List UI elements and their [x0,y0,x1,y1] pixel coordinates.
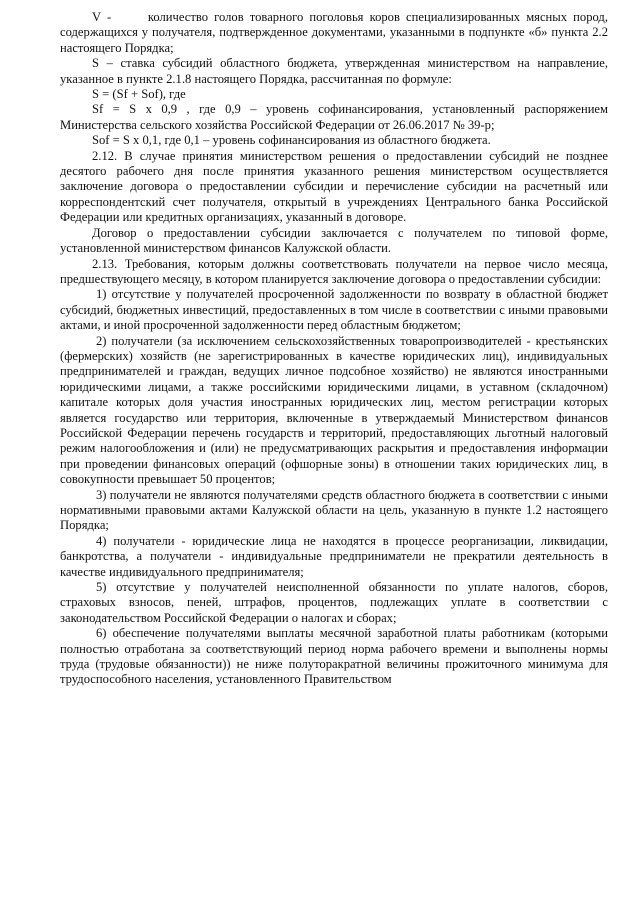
paragraph-v-definition: V - количество голов товарного поголовья коров специализированных мясных пород, содержащихся у получателя, подтвержденное документами, указанными в подпункте «б» пункта 2.2 настоящего Порядка; [60,10,608,55]
requirement-4: 4) получатели - юридические лица не находятся в процессе реорганизации, ликвидации, банкротства, а получатели - индивидуальные предприниматели не прекратили деятельность в качестве индивидуального предпринимателя; [60,533,608,579]
paragraph-contract: Договор о предоставлении субсидии заключается с получателем по типовой форме, установленной министерством финансов Калужской области. [60,225,608,256]
requirement-1: 1) отсутствие у получателей просроченной задолженности по возврату в областной бюджет субсидий, бюджетных инвестиций, предоставленных в том числе в соответствии с иными правовыми актами, и иной просроченной задолженности перед областным бюджетом; [60,287,608,333]
paragraph-2-12: 2.12. В случае принятия министерством решения о предоставлении субсидий не позднее десятого рабочего дня после принятия указанного решения министерством осуществляется заключение договора о предоставлении субсидии и перечисление субсидии на расчетный или корреспондентский счет получателя, открытый в учреждениях Центрального банка Российской Федерации или кредитных организациях, указанный в договоре. [60,148,608,225]
paragraph-s-definition: S – ставка субсидий областного бюджета, утвержденная министерством на направление, указанное в пункте 2.1.8 настоящего Порядка, рассчитанная по формуле: [60,56,608,86]
formula-sf: Sf = S x 0,9 , где 0,9 – уровень софинансирования, установленный распоряжением Министерства сельского хозяйства Российской Федерации от 26.06.2017 № 39-р; [60,102,608,132]
requirement-3: 3) получатели не являются получателями средств областного бюджета в соответствии с иными нормативными правовыми актами Калужской области на цель, указанную в пункте 1.2 настоящего Порядка; [60,487,608,533]
requirement-5: 5) отсутствие у получателей неисполненной обязанности по уплате налогов, сборов, страховых взносов, пеней, штрафов, процентов, подлежащих уплате в соответствии с законодательством Российской Федерации о налогах и сборах; [60,580,608,625]
formula-s: S = (Sf + Sof), где [92,87,186,102]
requirement-6: 6) обеспечение получателями выплаты месячной заработной платы работникам (которыми полностью отработана за соответствующий период норма рабочего времени и выполнены нормы труда (трудовые обязанности)) не ниже полуторакратной величины прожиточного минимума для трудоспособного населения, установленного Правительством [60,626,608,687]
paragraph-2-13: 2.13. Требования, которым должны соответствовать получатели на первое число месяца, предшествующего месяцу, в котором планируется заключение договора о предоставлении субсидии: [60,256,608,286]
document-page [60,10,608,688]
requirement-2: 2) получатели (за исключением сельскохозяйственных товаропроизводителей - крестьянских (фермерских) хозяйств (не зарегистрированных в качестве юридических лиц), индивидуальных предпринимателей и граждан, ведущих личное подсобное хозяйство) не являются иностранными юридическими лицами, а также российскими юридическими лицами, в уставном (складочном) капитале которых доля участия иностранных юридических лиц, местом регистрации которых является государство или территория, включенные в утверждаемый Министерством финансов Российской Федерации перечень государств и территорий, предоставляющих льготный налоговый режим налогообложения и (или) не предусматривающих раскрытия и предоставления информации при проведении финансовых операций (офшорные зоны) в отношении таких юридических лиц, в совокупности превышает 50 процентов; [60,333,608,487]
formula-sof: Sof = S x 0,1, где 0,1 – уровень софинансирования из областного бюджета. [92,133,491,148]
